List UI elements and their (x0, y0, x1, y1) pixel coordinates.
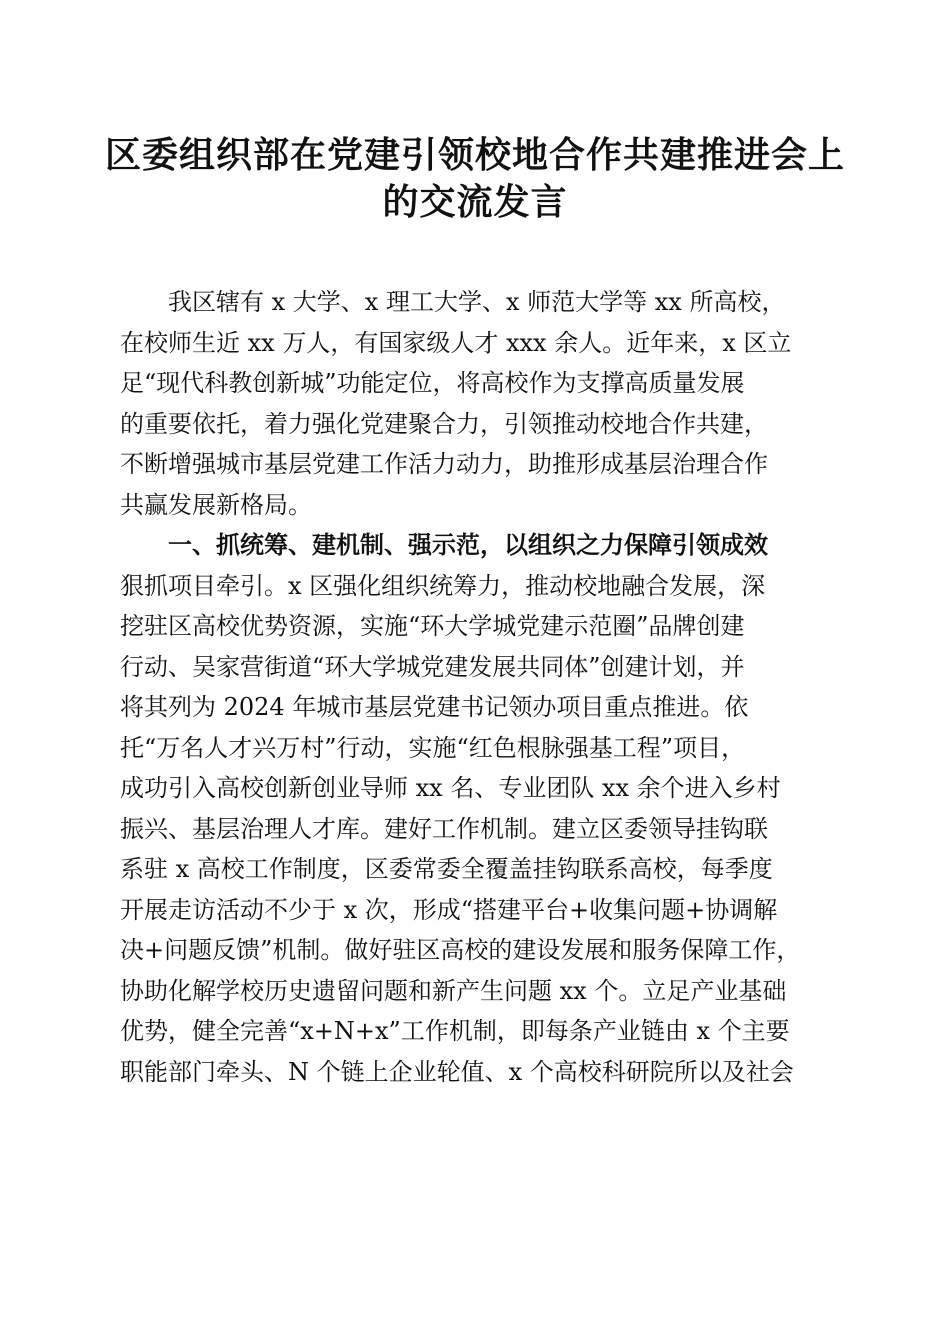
section-1-line: 优势，健全完善“x+N+x”工作机制，即每条产业链由 x 个主要 (120, 1017, 790, 1045)
section-1-line: 开展走访活动不少于 x 次，形成“搭建平台+收集问题+协调解 (120, 895, 778, 924)
section-1-heading: 一、抓统筹、建机制、强示范，以组织之力保障引领成效 (168, 531, 768, 559)
section-1-line: 将其列为 2024 年城市基层党建书记领办项目重点推进。依 (120, 693, 749, 721)
section-1-line: 职能部门牵头、N 个链上企业轮值、x 个高校科研院所以及社会 (120, 1057, 794, 1086)
section-1-line: 成功引入高校创新创业导师 xx 名、专业团队 xx 余个进入乡村 (120, 774, 781, 802)
section-1-line: 系驻 x 高校工作制度，区委常委全覆盖挂钩联系高校，每季度 (120, 855, 773, 883)
title-line-1: 区委组织部在党建引领校地合作共建推进会上 (104, 135, 845, 176)
intro-line: 在校师生近 xx 万人，有国家级人才 xxx 余人。近年来，x 区立 (120, 328, 792, 357)
intro-line: 的重要依托，着力强化党建聚合力，引领推动校地合作共建， (120, 409, 768, 438)
intro-line: 共赢发展新格局。 (120, 490, 312, 519)
intro-line: 足“现代科教创新城”功能定位，将高校作为支撑高质量发展 (120, 369, 745, 397)
intro-line: 我区辖有 x 大学、x 理工大学、x 师范大学等 xx 所高校， (168, 288, 786, 316)
section-1-line: 协助化解学校历史遗留问题和新产生问题 xx 个。立足产业基础 (120, 976, 787, 1005)
section-1-line: 狠抓项目牵引。x 区强化组织统筹力，推动校地融合发展，深 (120, 571, 766, 600)
section-1-line: 挖驻区高校优势资源，实施“环大学城党建示范圈”品牌创建 (120, 612, 745, 640)
section-1-line: 振兴、基层治理人才库。建好工作机制。建立区委领导挂钩联 (120, 814, 768, 843)
section-1-line: 行动、吴家营街道“环大学城党建发展共同体”创建计划，并 (120, 652, 745, 681)
section-1-line: 决+问题反馈”机制。做好驻区高校的建设发展和服务保障工作， (120, 936, 801, 964)
document-title (100, 132, 850, 226)
section-1-line: 托“万名人才兴万村”行动，实施“红色根脉强基工程”项目， (120, 733, 746, 762)
intro-line: 不断增强城市基层党建工作活力动力，助推形成基层治理合作 (120, 450, 768, 478)
title-line-2: 的交流发言 (382, 182, 568, 223)
document-body (120, 282, 832, 1092)
